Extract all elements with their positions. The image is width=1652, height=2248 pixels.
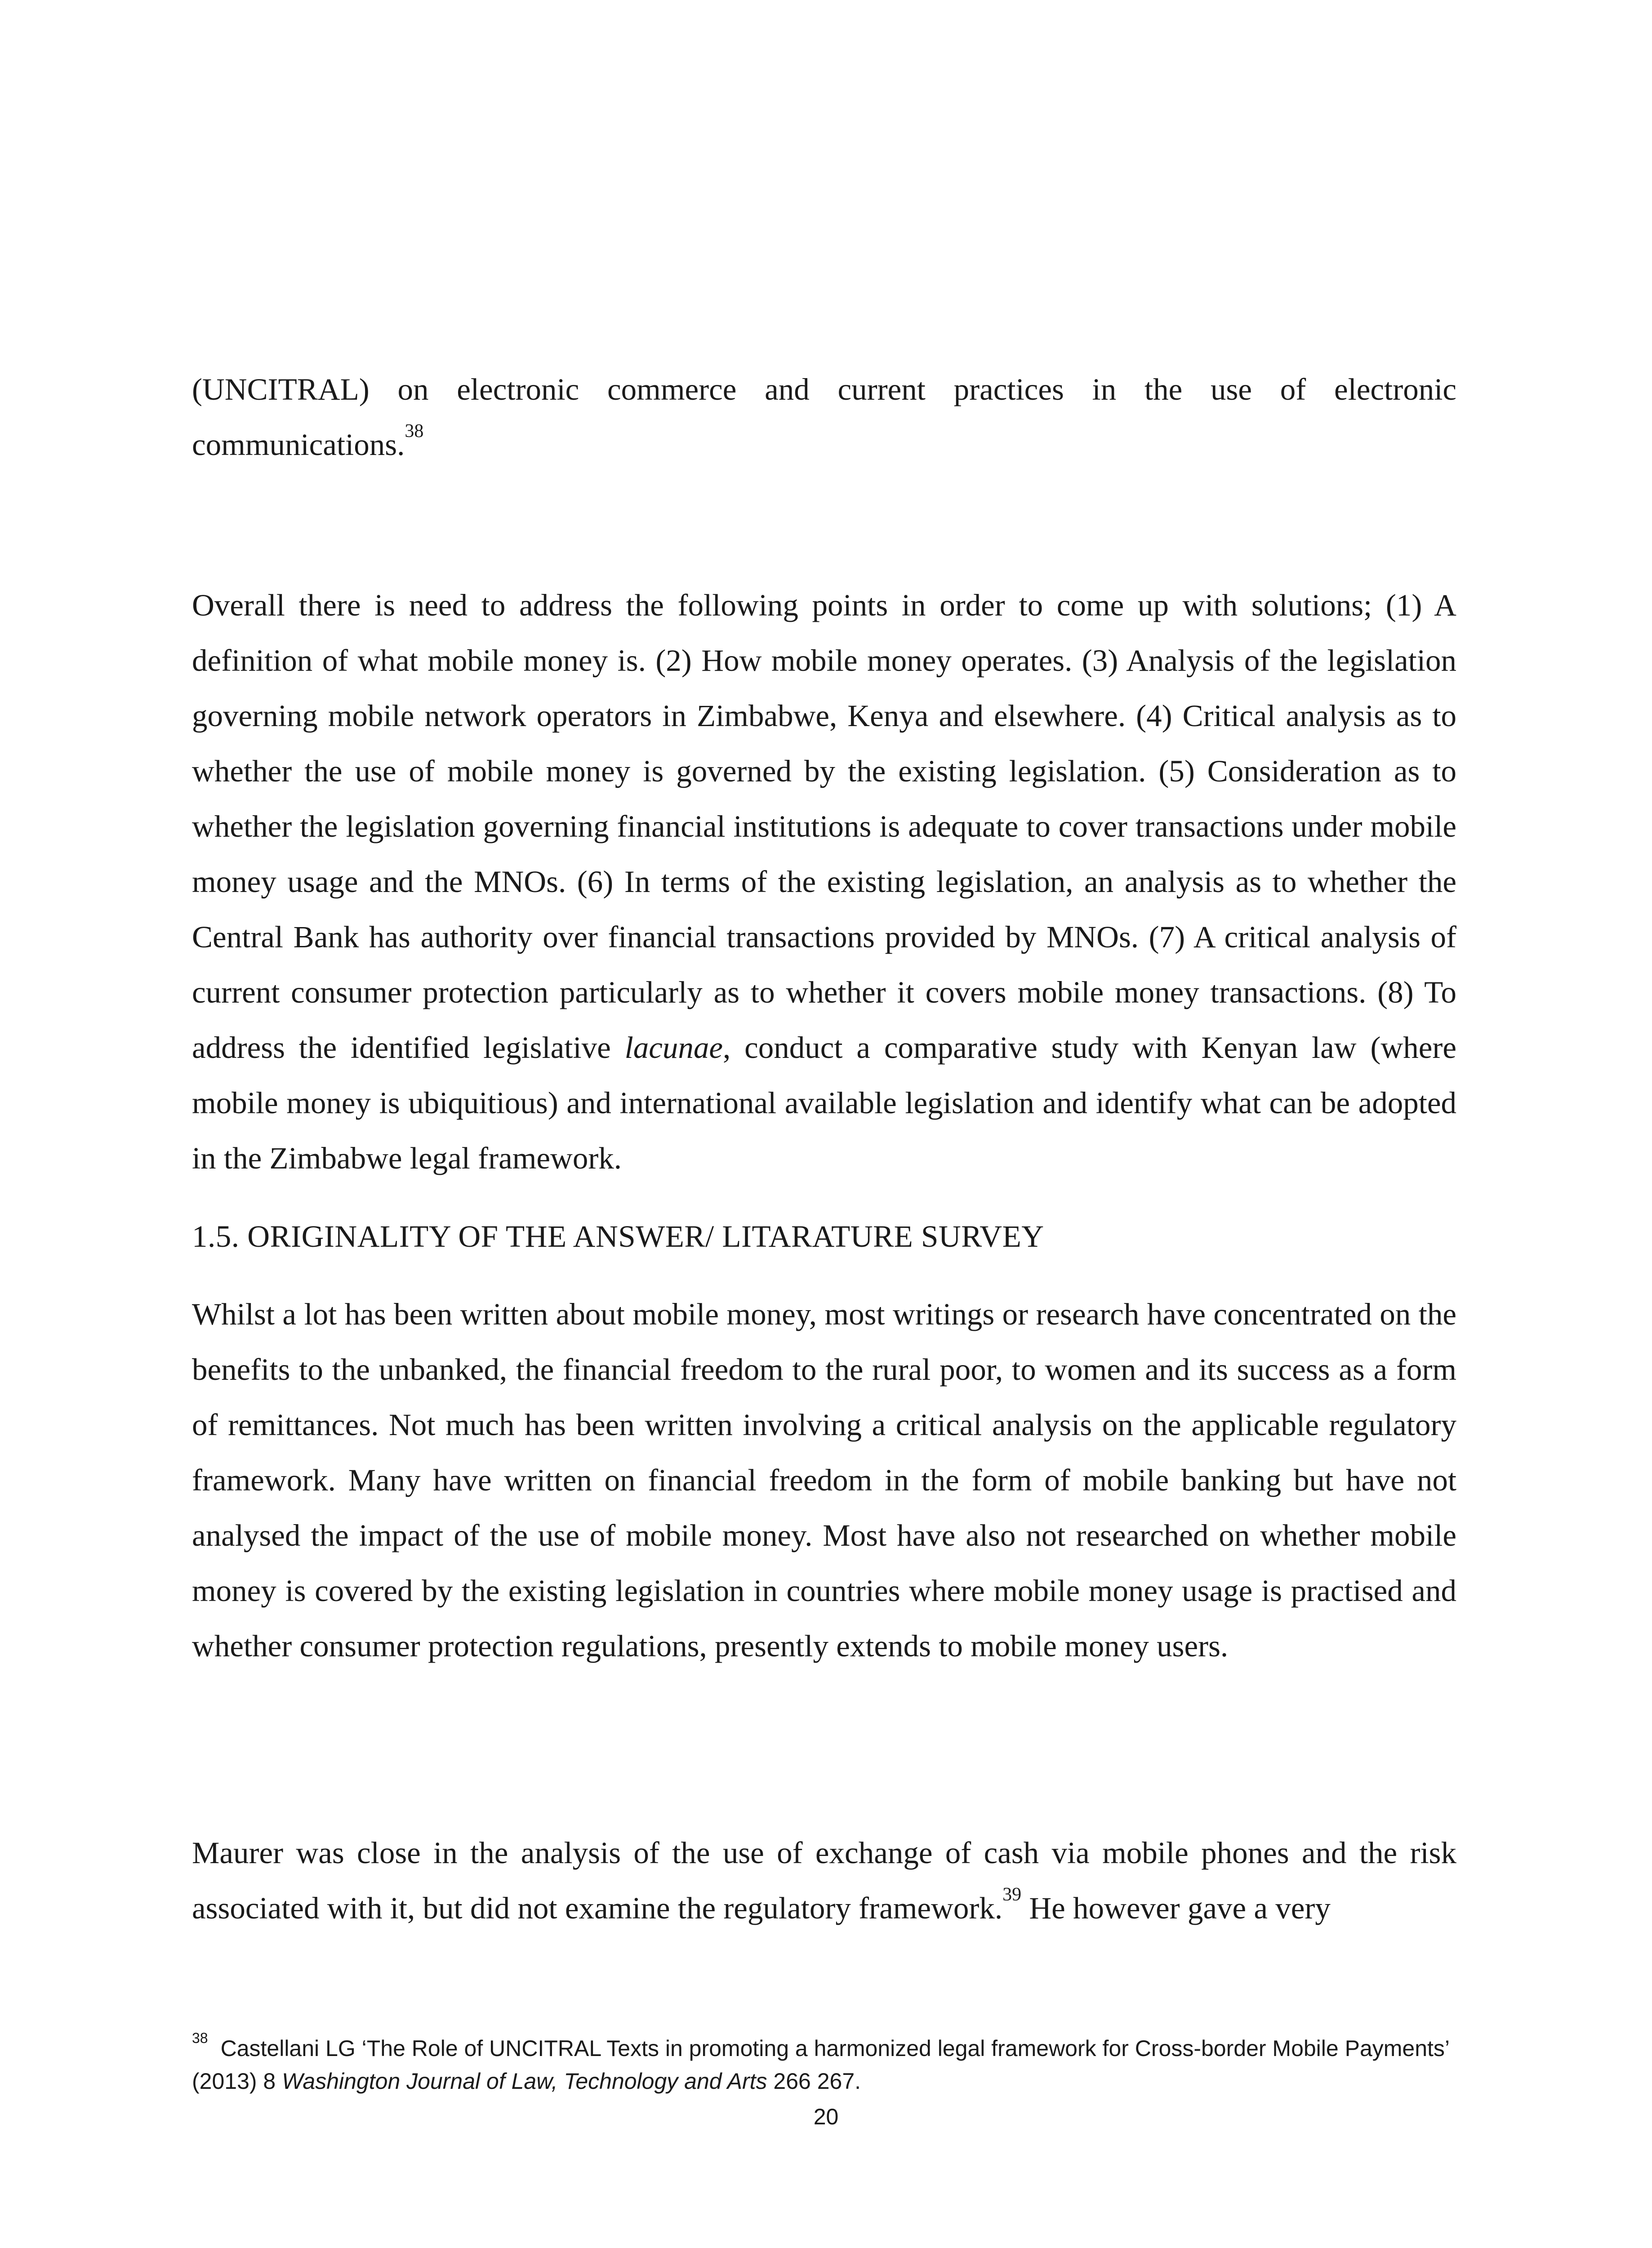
page-number: 20 [813, 2104, 839, 2129]
footnote-number: 38 [192, 2030, 208, 2047]
footnote-text-start: Castellani LG ‘The Role of UNCITRAL Texts in promoting a harmonized legal framework for Cross-border Mobile Payments’ (2013) 8 [192, 2036, 1449, 2094]
continued-paragraph-text: (UNCITRAL) on electronic commerce and current practices in the use of electronic communications. [192, 372, 1456, 462]
footnote-journal-title: Washington Journal of Law, Technology and Arts [282, 2069, 767, 2094]
literature-survey-paragraph: Whilst a lot has been written about mobile money, most writings or research have concentrated on the benefits to the unbanked, the financial freedom to the rural poor, to women and its success as a form of remittances. Not much has been written involving a critical analysis on the applicable regulatory framework. Many have written on financial freedom in the form of mobile banking but have not analysed the impact of the use of mobile money. Most have also not researched on whether mobile money is covered by the existing legislation in countries where mobile money usage is practised and whether consumer protection regulations, presently extends to mobile money users. [192, 1297, 1456, 1663]
overall-paragraph-text-start: Overall there is need to address the following points in order to come up with solutions; (1) A definition of what mobile money is. (2) How mobile money operates. (3) Analysis of the legislation governing mobile network operators in Zimbabwe, Kenya and elsewhere. (4) Critical analysis as to whether the use of mobile money is governed by the existing legislation. (5) Consideration as to whether the legislation governing financial institutions is adequate to cover transactions under mobile money usage and the MNOs. (6) In terms of the existing legislation, an analysis as to whether the Central Bank has authority over financial transactions provided by MNOs. (7) A critical analysis of current consumer protection particularly as to whether it covers mobile money transactions. (8) To address the identified legislative [192, 588, 1456, 1065]
overall-paragraph-text-end: , conduct a comparative study with Kenyan law (where mobile money is ubiquitious) and international available legislation and identify what can be adopted in the Zimbabwe legal framework. [192, 1030, 1456, 1175]
footnote-reference-38[interactable]: 38 [405, 421, 424, 442]
footnote-38 [192, 2032, 1456, 2098]
footnote-reference-39[interactable]: 39 [1002, 1884, 1022, 1905]
overall-paragraph-italic-term: lacunae [624, 1030, 723, 1065]
maurer-paragraph-text-start: Maurer was close in the analysis of the use of exchange of cash via mobile phones and the risk associated with it, but did not examine the regulatory framework. [192, 1836, 1456, 1925]
continued-paragraph [192, 362, 1456, 473]
maurer-paragraph [192, 1825, 1456, 1936]
overall-paragraph [192, 578, 1456, 1186]
footnote-text-end: 266 267. [767, 2069, 861, 2094]
maurer-paragraph-text-end: He however gave a very [1021, 1891, 1331, 1925]
section-heading: 1.5. ORIGINALITY OF THE ANSWER/ LITARATURE SURVEY [192, 1219, 1044, 1253]
